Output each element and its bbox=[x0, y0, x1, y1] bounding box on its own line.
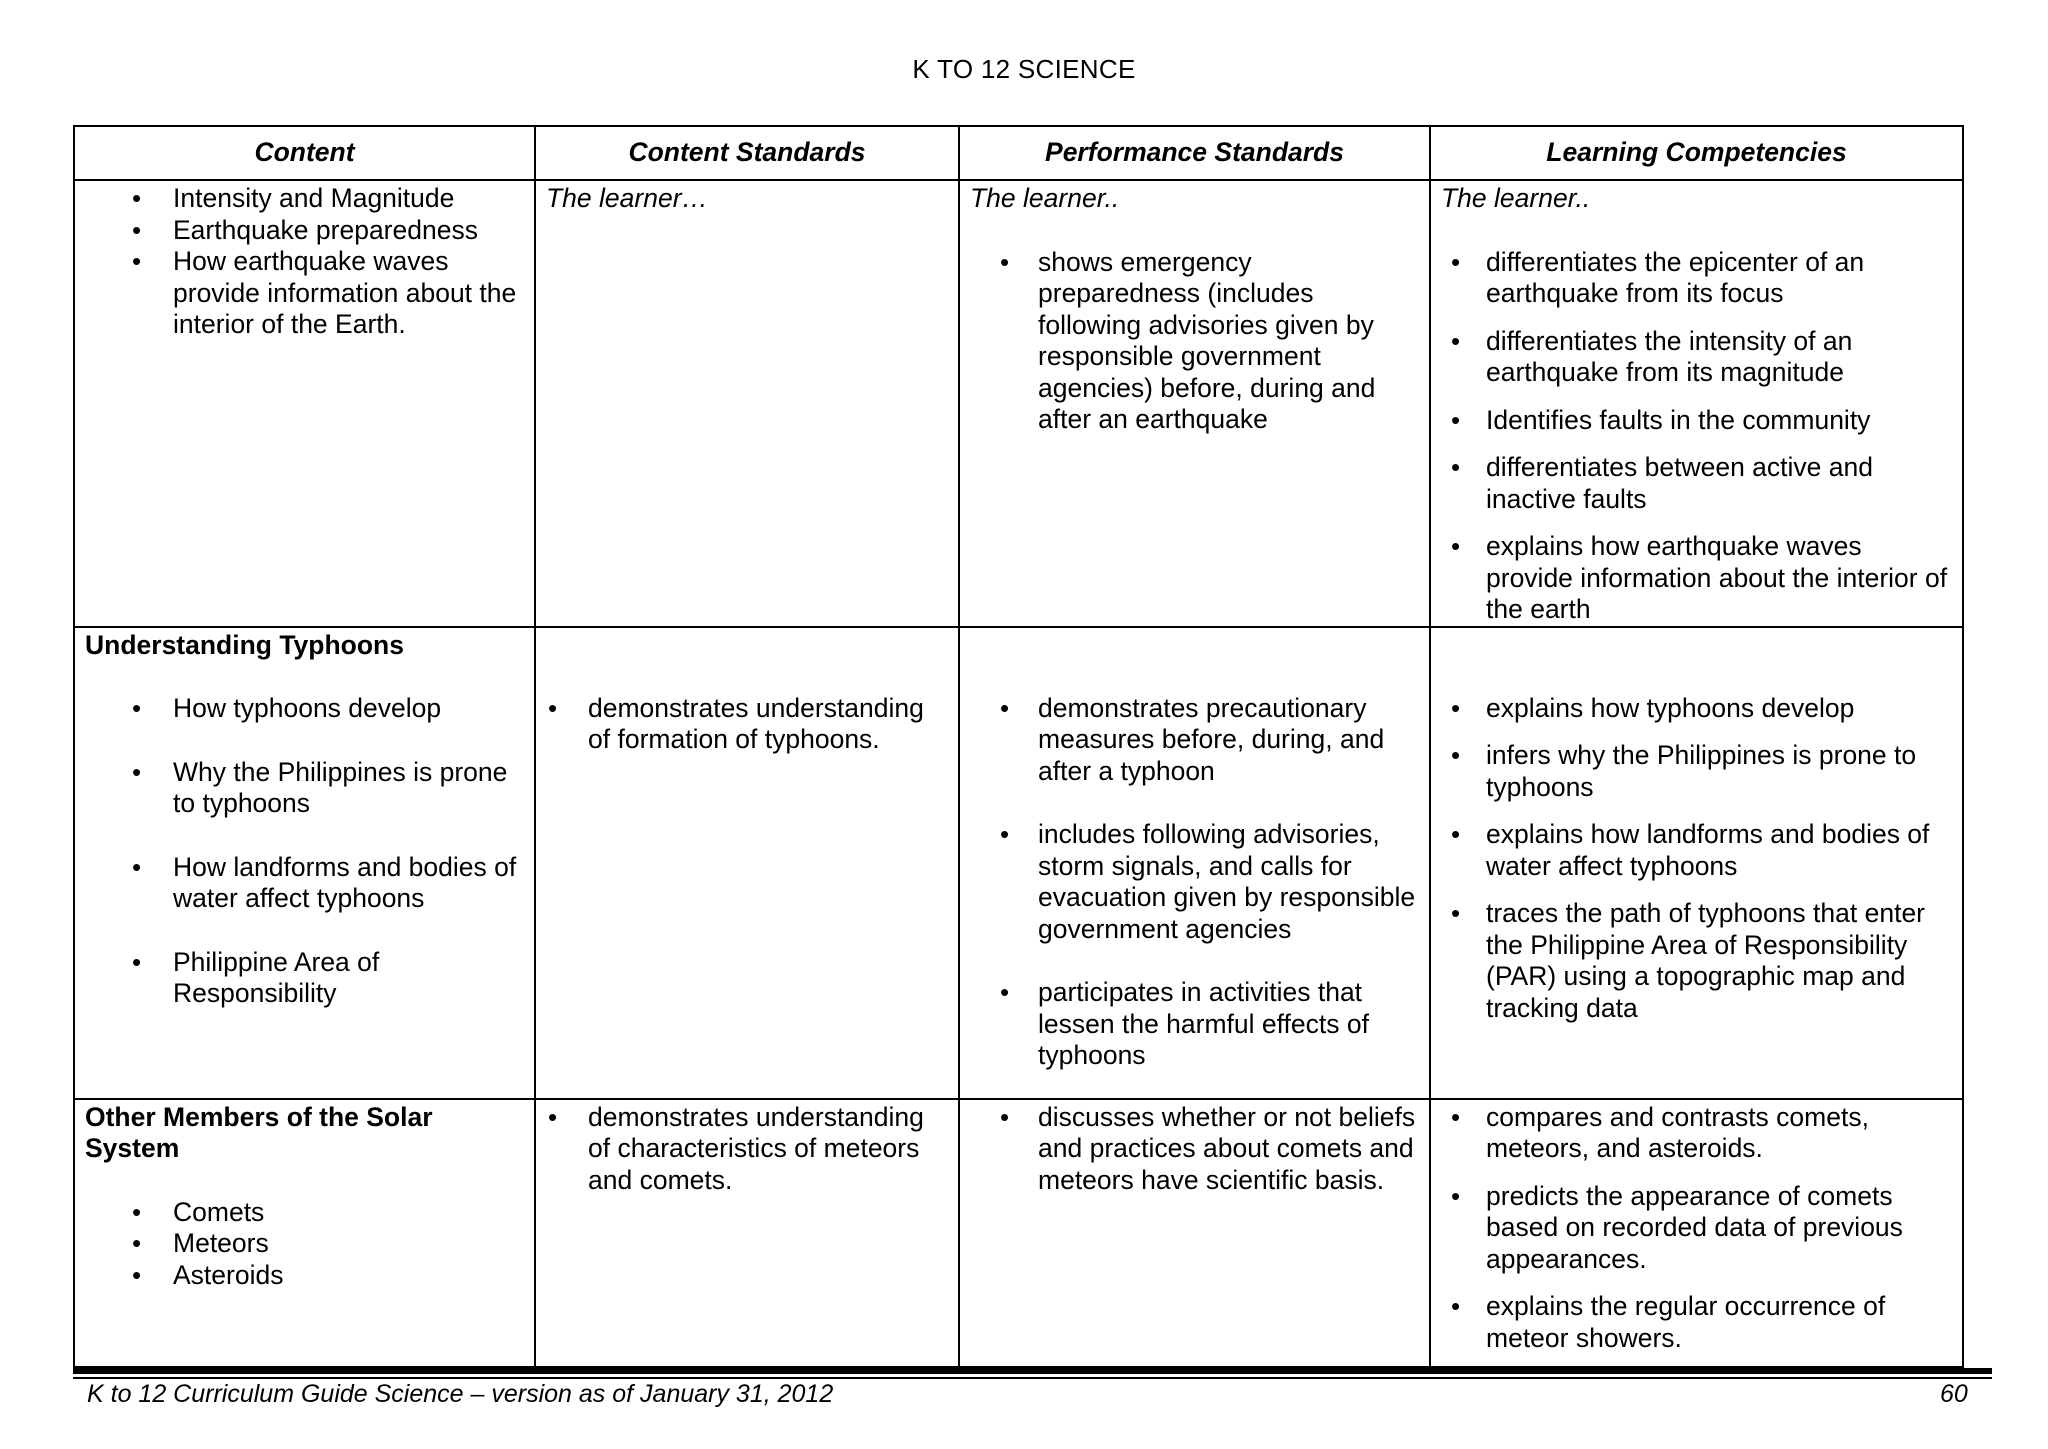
content-standards-cell bbox=[535, 1099, 959, 1367]
performance-list bbox=[970, 247, 1419, 436]
content-list bbox=[85, 1197, 524, 1292]
content-cell bbox=[74, 1099, 535, 1367]
list-item: • infers why the Philippines is prone to typhoons bbox=[1441, 740, 1952, 803]
performance-list bbox=[970, 693, 1419, 1072]
table-row bbox=[74, 1099, 1963, 1367]
content-standards-list bbox=[546, 693, 948, 756]
performance-standards-cell bbox=[959, 627, 1430, 1099]
content-cell bbox=[74, 180, 535, 627]
content-list bbox=[85, 183, 524, 341]
list-item: • How landforms and bodies of water affect typhoons bbox=[85, 852, 524, 915]
learning-competencies-cell bbox=[1430, 627, 1963, 1099]
list-item: • explains how earthquake waves provide information about the interior of the earth bbox=[1441, 531, 1952, 626]
content-title: Other Members of the Solar System bbox=[85, 1101, 433, 1163]
list-item: • compares and contrasts comets, meteors, and asteroids. bbox=[1441, 1102, 1952, 1165]
performance-standards-cell bbox=[959, 180, 1430, 627]
list-item: • traces the path of typhoons that enter the Philippine Area of Responsibility (PAR) using a topographic map and tracking data bbox=[1441, 898, 1952, 1024]
list-item: • Comets bbox=[85, 1197, 524, 1229]
list-item: • differentiates the epicenter of an earthquake from its focus bbox=[1441, 247, 1952, 310]
performance-standards-cell bbox=[959, 1099, 1430, 1367]
learner-intro: The learner.. bbox=[1441, 183, 1591, 213]
list-item: • How typhoons develop bbox=[85, 693, 524, 725]
performance-list bbox=[970, 1102, 1419, 1197]
list-item: • demonstrates understanding of characteristics of meteors and comets. bbox=[546, 1102, 948, 1197]
list-item: • predicts the appearance of comets based on recorded data of previous appearances. bbox=[1441, 1181, 1952, 1276]
table-row bbox=[74, 627, 1963, 1099]
page-header: K TO 12 SCIENCE bbox=[912, 54, 1136, 84]
list-item: • discusses whether or not beliefs and practices about comets and meteors have scientific basis. bbox=[970, 1102, 1419, 1197]
content-standards-list bbox=[546, 1102, 948, 1197]
list-item: • How earthquake waves provide information about the interior of the Earth. bbox=[85, 246, 524, 341]
table-header-row bbox=[74, 126, 1963, 180]
content-title: Understanding Typhoons bbox=[85, 629, 404, 660]
list-item: • explains how landforms and bodies of water affect typhoons bbox=[1441, 819, 1952, 882]
content-standards-cell bbox=[535, 627, 959, 1099]
list-item: • Asteroids bbox=[85, 1260, 524, 1292]
list-item: • Intensity and Magnitude bbox=[85, 183, 524, 215]
learner-intro: The learner.. bbox=[970, 183, 1120, 213]
footer-document-title: K to 12 Curriculum Guide Science – version as of January 31, 2012 bbox=[87, 1380, 834, 1408]
content-standards-cell bbox=[535, 180, 959, 627]
content-cell bbox=[74, 627, 535, 1099]
competencies-list bbox=[1441, 1102, 1952, 1355]
column-header-learning-competencies: Learning Competencies bbox=[1430, 126, 1963, 180]
competencies-list bbox=[1441, 247, 1952, 626]
list-item: • participates in activities that lessen the harmful effects of typhoons bbox=[970, 977, 1419, 1072]
list-item: • Earthquake preparedness bbox=[85, 215, 524, 247]
list-item: • explains the regular occurrence of meteor showers. bbox=[1441, 1291, 1952, 1354]
list-item: • includes following advisories, storm signals, and calls for evacuation given by responsible government agencies bbox=[970, 819, 1419, 945]
column-header-performance-standards: Performance Standards bbox=[959, 126, 1430, 180]
column-header-content: Content bbox=[74, 126, 535, 180]
table-row bbox=[74, 180, 1963, 627]
learner-intro: The learner… bbox=[546, 183, 709, 213]
list-item: • differentiates between active and inactive faults bbox=[1441, 452, 1952, 515]
curriculum-table bbox=[73, 125, 1964, 1368]
list-item: • demonstrates understanding of formation of typhoons. bbox=[546, 693, 948, 756]
list-item: • differentiates the intensity of an earthquake from its magnitude bbox=[1441, 326, 1952, 389]
list-item: • Why the Philippines is prone to typhoons bbox=[85, 757, 524, 820]
footer-divider-thin bbox=[73, 1377, 1992, 1379]
learning-competencies-cell bbox=[1430, 1099, 1963, 1367]
content-list bbox=[85, 693, 524, 1010]
list-item: • Meteors bbox=[85, 1228, 524, 1260]
list-item: • demonstrates precautionary measures before, during, and after a typhoon bbox=[970, 693, 1419, 788]
column-header-content-standards: Content Standards bbox=[535, 126, 959, 180]
list-item: • Philippine Area of Responsibility bbox=[85, 947, 524, 1010]
list-item: • shows emergency preparedness (includes following advisories given by responsible government agencies) before, during and after an earthquake bbox=[970, 247, 1419, 436]
page-number: 60 bbox=[1940, 1380, 1968, 1408]
list-item: • Identifies faults in the community bbox=[1441, 405, 1952, 437]
list-item: • explains how typhoons develop bbox=[1441, 693, 1952, 725]
competencies-list bbox=[1441, 693, 1952, 1025]
learning-competencies-cell bbox=[1430, 180, 1963, 627]
footer-divider bbox=[73, 1368, 1992, 1374]
